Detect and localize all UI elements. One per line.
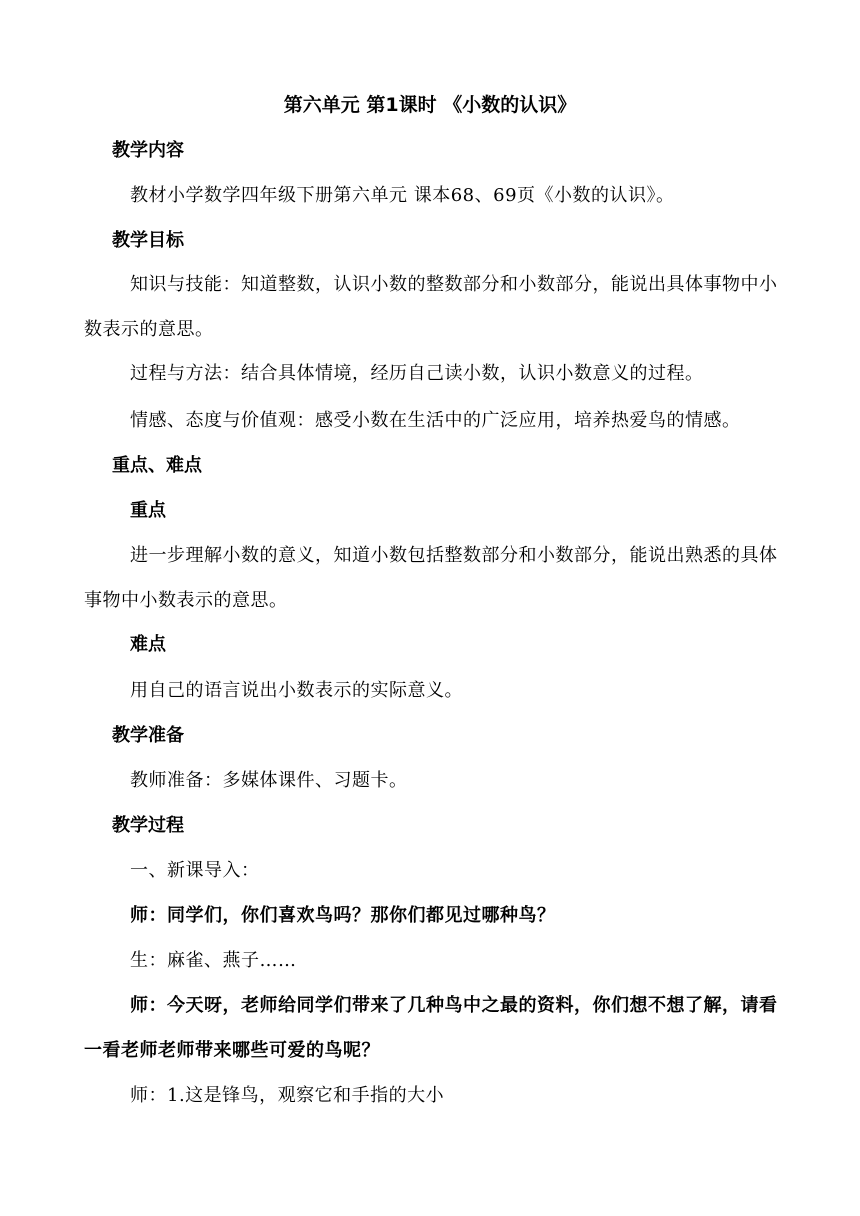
key-text: 进一步理解小数的意义，知道小数包括整数部分和小数部分，能说出熟悉的具体事物中小数表示的意思。: [84, 545, 778, 611]
process-line-4: 师：1.这是锋鸟，观察它和手指的大小: [130, 1085, 445, 1106]
process-line-3: 师：今天呀，老师给同学们带来了几种鸟中之最的资料，你们想不想了解，请看一看老师老师带来哪些可爱的鸟呢？: [84, 995, 778, 1061]
heading-process: 教学过程: [112, 815, 184, 836]
difficult-text: 用自己的语言说出小数表示的实际意义。: [130, 680, 463, 701]
heading-preparation: 教学准备: [112, 725, 184, 746]
heading-key-points: 重点、难点: [112, 455, 202, 476]
page-title: 第六单元 第1课时 《小数的认识》: [283, 94, 577, 116]
goal-process: 过程与方法：结合具体情境，经历自己读小数，认识小数意义的过程。: [130, 363, 704, 384]
process-line-1: 师：同学们，你们喜欢鸟吗？那你们都见过哪种鸟？: [130, 905, 556, 926]
goal-knowledge: 知识与技能：知道整数，认识小数的整数部分和小数部分，能说出具体事物中小数表示的意思。: [84, 274, 778, 340]
subheading-key: 重点: [130, 500, 166, 521]
goal-emotion: 情感、态度与价值观：感受小数在生活中的广泛应用，培养热爱鸟的情感。: [130, 410, 741, 431]
process-intro: 一、新课导入：: [130, 860, 260, 881]
heading-goals: 教学目标: [112, 230, 184, 251]
content-text: 教材小学数学四年级下册第六单元 课本68、69页《小数的认识》。: [130, 185, 675, 206]
preparation-text: 教师准备：多媒体课件、习题卡。: [130, 770, 408, 791]
subheading-difficult: 难点: [130, 634, 166, 655]
process-line-2: 生：麻雀、燕子……: [130, 950, 297, 971]
heading-content: 教学内容: [112, 140, 184, 161]
